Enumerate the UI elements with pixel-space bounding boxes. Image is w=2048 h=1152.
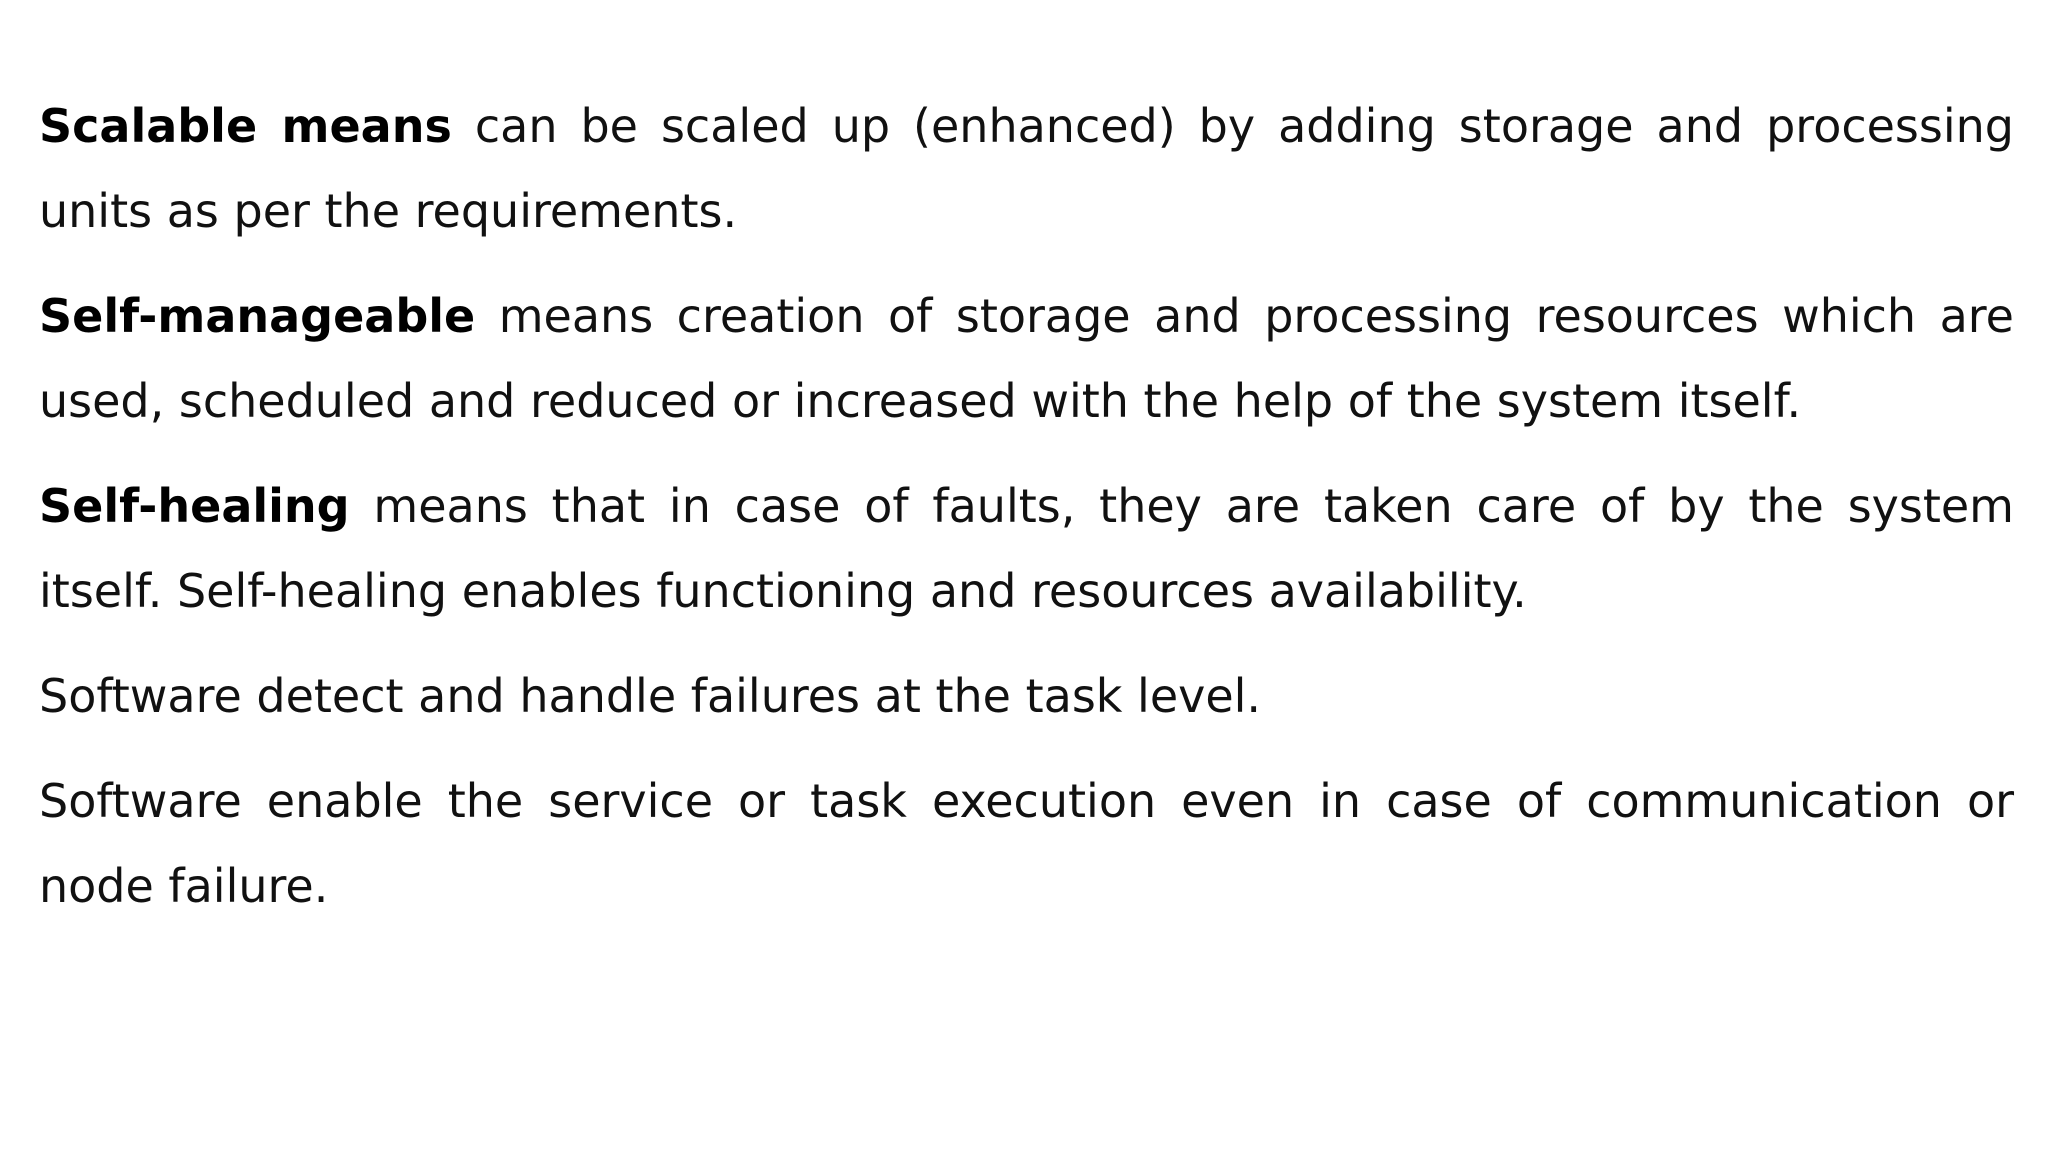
term-self-healing: Self-healing <box>39 479 350 533</box>
paragraph-self-healing <box>39 464 2014 634</box>
term-self-manageable: Self-manageable <box>39 289 476 343</box>
paragraph-software-detect <box>39 654 2014 739</box>
definition-self-manageable: means creation of storage and processing resources which are used, scheduled and reduced or increased with the help of the system itself. <box>39 289 2014 428</box>
term-scalable: Scalable means <box>39 99 452 153</box>
paragraph-self-manageable <box>39 274 2014 444</box>
definition-scalable: can be scaled up (enhanced) by adding storage and processing units as per the requirements. <box>39 99 2014 238</box>
definition-self-healing: means that in case of faults, they are taken care of by the system itself. Self-healing enables functioning and resources availability. <box>39 479 2014 618</box>
text-software-enable: Software enable the service or task execution even in case of communication or node failure. <box>39 774 2014 913</box>
paragraph-scalable <box>39 84 2014 254</box>
text-software-detect: Software detect and handle failures at the task level. <box>39 669 1262 723</box>
paragraph-software-enable <box>39 759 2014 929</box>
